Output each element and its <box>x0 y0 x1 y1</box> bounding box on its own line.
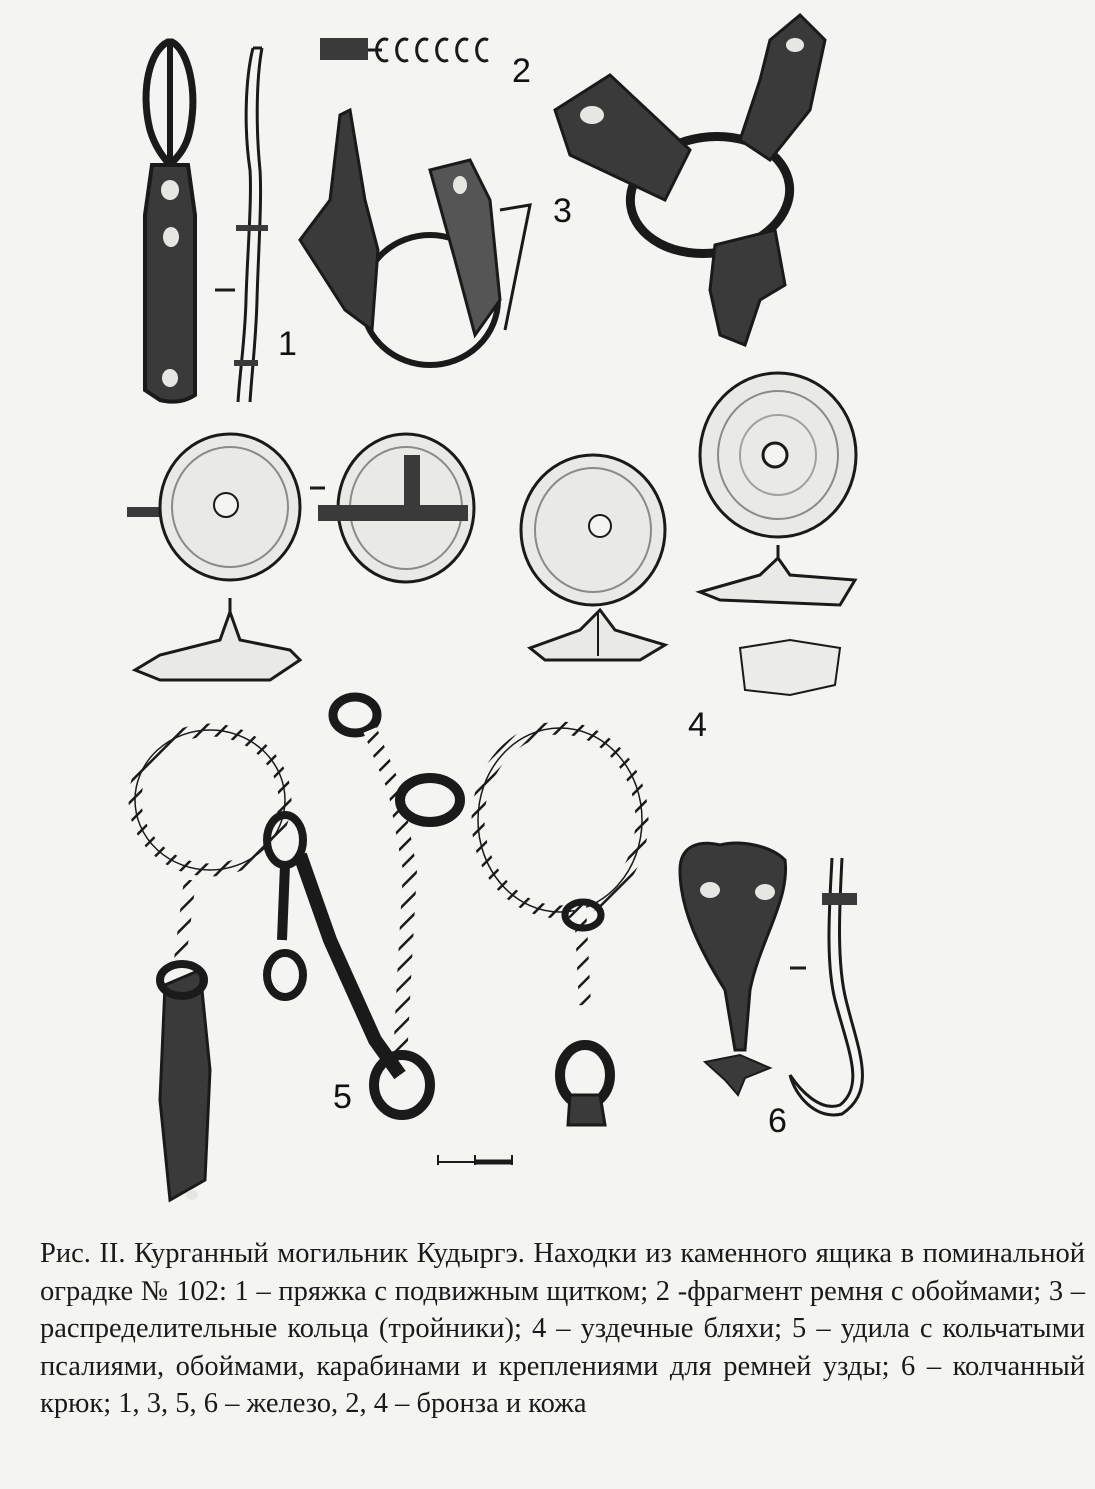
snaffle-bit <box>135 697 642 1200</box>
figure-caption: Рис. II. Курганный могильник Кудыргэ. Находки из каменного ящика в поминальной оградке № 102: 1 – пряжка с подвижным щитком; 2 -фрагмент ремня с обоймами; 3 – распределительные кольца (тройники); 4 – уздечные бляхи; 5 – удила с кольчатыми псалиями, обоймами, карабинами и креплениями для ремней узды; 6 – колчанный крюк; 1, 3, 5, 6 – железо, 2, 4 – бронза и кожа <box>40 1238 1085 1419</box>
figure-label-2: 2 <box>512 52 531 90</box>
figure-label-4: 4 <box>688 706 707 744</box>
bridle-plaque-2 <box>310 434 474 582</box>
figure-label-1: 1 <box>278 325 297 363</box>
distribution-ring-small <box>300 110 530 365</box>
quiver-hook-side <box>790 858 862 1115</box>
bridle-plaque-3 <box>521 455 665 660</box>
quiver-hook-front <box>680 843 786 1095</box>
bridle-plaque-4 <box>700 373 856 695</box>
figure-label-5: 5 <box>333 1078 352 1116</box>
figure-label-6: 6 <box>768 1102 787 1140</box>
distribution-ring-large <box>555 15 825 345</box>
buckle-side-view <box>215 48 268 402</box>
belt-fragment <box>320 38 488 61</box>
figure-label-3: 3 <box>553 192 572 230</box>
scale-bar <box>438 1155 512 1165</box>
bridle-plaque-1 <box>127 434 300 680</box>
buckle-front-view <box>145 42 195 402</box>
